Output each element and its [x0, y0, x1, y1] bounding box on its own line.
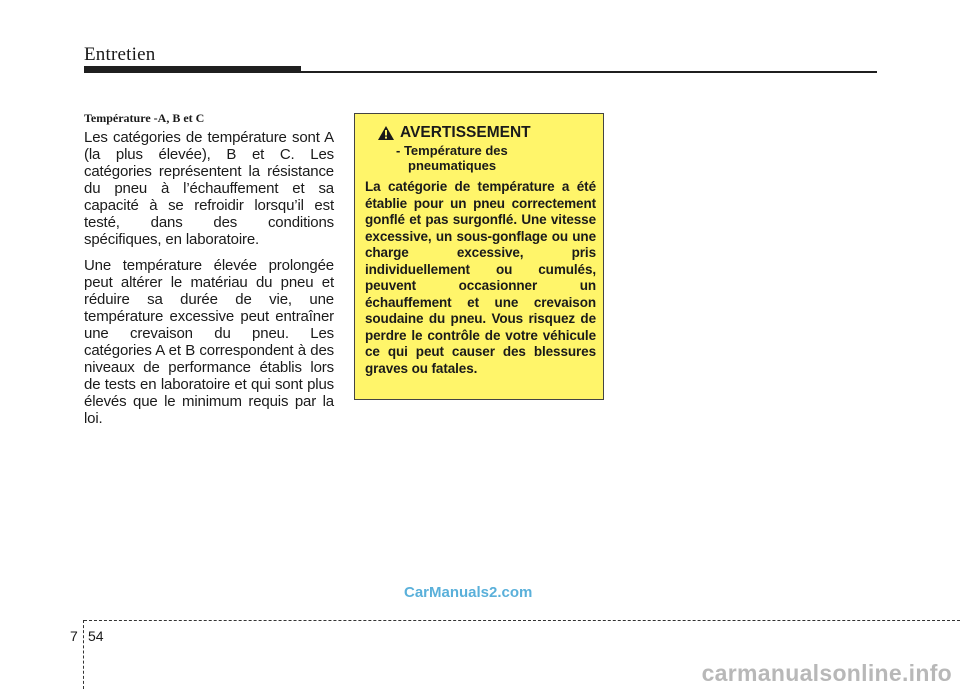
warning-box	[354, 113, 604, 400]
warning-title: AVERTISSEMENT	[400, 124, 531, 141]
warning-triangle-icon	[377, 125, 395, 141]
warning-text: La catégorie de température a été établie pour un pneu correctement gonflé et pas surgonflé. Une vitesse excessive, un sous-gonflage ou une charge excessive, pris individuellement ou cumulés, peuvent occasionner un échauffement et une crevaison soudaine du pneu. Vous risquez de perdre le contrôle de votre véhicule ce qui peut causer des blessures graves ou fatales.	[365, 179, 596, 376]
body-paragraph-2: Une température élevée prolongée peut altérer le matériau du pneu et réduire sa durée de vie, une température excessive peut entraîner une crevaison du pneu. Les catégories A et B correspondent à des niveaux de performance établis lors de tests en laboratoire et qui sont plus élevés que le minimum requis par la loi.	[84, 257, 334, 427]
section-heading: Température -A, B et C	[84, 111, 205, 125]
body-text-column	[84, 129, 334, 436]
footer-dashed-divider	[83, 620, 84, 689]
page-header-title: Entretien	[84, 44, 156, 65]
header-rule-thin	[84, 71, 877, 73]
warning-subtitle: - Température des pneumatiques	[396, 143, 508, 173]
body-paragraph-1: Les catégories de température sont A (la plus élevée), B et C. Les catégories représentent la résistance du pneu à l’échauffement et sa capacité à se refroidir lorsqu’il est testé, dans des conditions spécifiques, en laboratoire.	[84, 129, 334, 248]
page-chapter-number: 7	[70, 628, 78, 644]
footer-dashed-rule	[84, 620, 960, 621]
site-watermark: carmanualsonline.info	[701, 660, 952, 686]
page-number: 54	[88, 628, 104, 644]
carmanuals-watermark: CarManuals2.com	[404, 584, 533, 601]
warning-header	[377, 124, 596, 142]
